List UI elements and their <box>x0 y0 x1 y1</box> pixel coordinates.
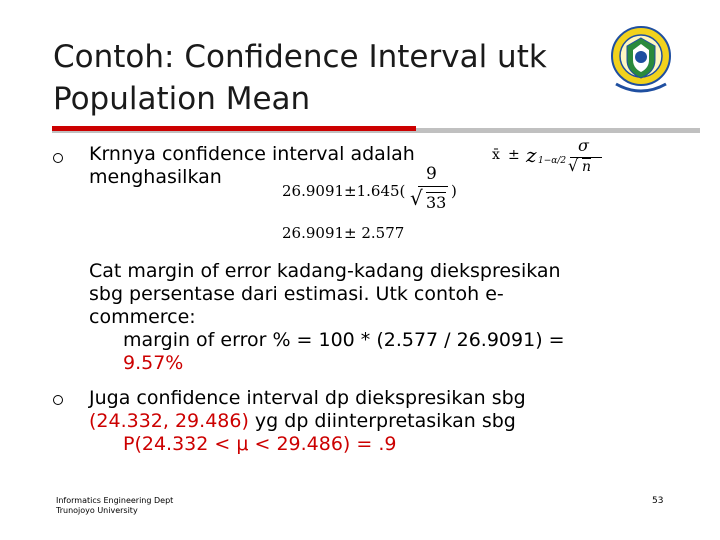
formula-step-2 <box>276 222 462 246</box>
formula-subscript: 1−α/2 <box>538 156 567 166</box>
bullet-3-line-1: Juga confidence interval dp diekspresikan sbg <box>89 387 526 409</box>
title-line-2: Population Mean <box>53 81 311 117</box>
step-1-numerator: 9 <box>426 164 437 184</box>
title-line-1: Contoh: Confidence Interval utk <box>53 39 547 75</box>
formula-xbar: x̄ <box>492 147 500 163</box>
step-2-text: 26.9091± 2.577 <box>282 224 405 242</box>
formula-pm: ± <box>508 147 520 163</box>
formula-sqrt-sign: √ <box>568 156 579 175</box>
footer-line-1: Informatics Engineering Dept <box>56 496 174 505</box>
step-1-prefix: 26.9091±1.645( <box>282 182 406 200</box>
footer-line-2: Trunojoyo University <box>56 506 138 515</box>
bullet-1-line-2: menghasilkan <box>89 166 222 188</box>
bullet-2-line-4: margin of error % = 100 * (2.577 / 26.9091) = <box>123 329 565 351</box>
formula-z: z <box>526 143 537 167</box>
bullet-1-line-1: Krnnya confidence interval adalah <box>89 143 415 165</box>
step-1-suffix: ) <box>451 182 457 200</box>
bullet-3-text <box>89 387 526 456</box>
bullet-2-line-2: sbg persentase dari estimasi. Utk contoh e- <box>89 283 504 305</box>
bullet-3-line-3: P(24.332 < μ < 29.486) = .9 <box>123 433 397 455</box>
page-number: 53 <box>652 496 664 506</box>
bullet-2-line-5: 9.57% <box>123 352 184 374</box>
footer <box>56 496 173 516</box>
bullet-2-line-3: commerce: <box>89 306 196 328</box>
bullet-2-line-1: Cat margin of error kadang-kadang diekspresikan <box>89 260 561 282</box>
formula-n: n <box>582 159 592 175</box>
bullet-2-text <box>89 260 565 375</box>
step-1-denominator: 33 <box>426 193 447 212</box>
formula-step-1 <box>276 166 462 220</box>
bullet-3-interval: (24.332, 29.486) <box>89 410 249 432</box>
university-seal-logo <box>611 22 671 98</box>
step-1-sqrt-sign: √ <box>410 186 423 210</box>
bullet-marker <box>53 395 63 405</box>
formula-general <box>488 136 606 180</box>
formula-sigma: σ <box>578 136 589 155</box>
title-divider-accent <box>52 126 416 131</box>
bullet-marker <box>53 153 63 163</box>
bullet-3-line-2-rest: yg dp diinterpretasikan sbg <box>248 410 516 432</box>
slide-title <box>53 36 613 120</box>
